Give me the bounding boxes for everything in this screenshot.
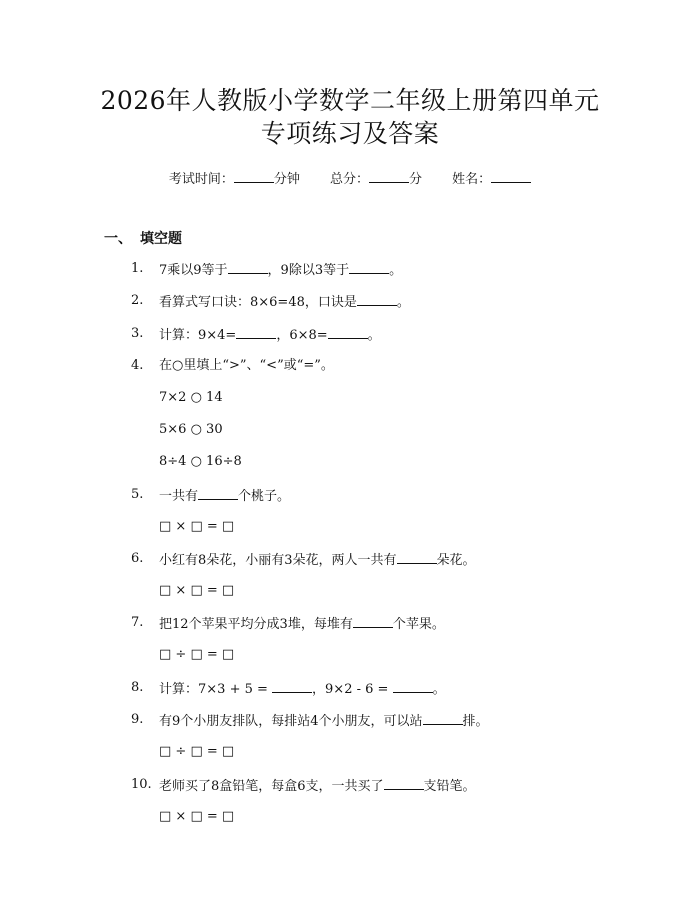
- question-text-part: 个苹果。: [392, 617, 445, 632]
- answer-blank[interactable]: [228, 260, 268, 274]
- question-text: [159, 614, 445, 634]
- question-text-part: 支铅笔。: [423, 779, 476, 794]
- question-text-part: 把12个苹果平均分成3堆，每堆有: [159, 617, 353, 632]
- answer-blank[interactable]: [272, 679, 312, 693]
- question-expression: □ ÷ □ = □: [159, 647, 235, 662]
- student-name-label: 姓名：: [452, 172, 492, 187]
- question-text-part: ，6×8=: [276, 328, 328, 343]
- question-text-part: 朵花。: [436, 553, 476, 568]
- student-name-blank[interactable]: [491, 169, 531, 183]
- question-number: 1.: [131, 261, 144, 276]
- question-text: 在○里填上“>”、“<”或“=”。: [159, 358, 334, 373]
- question-text-part: 计算：7×3 + 5 =: [159, 682, 273, 697]
- question-number: 2.: [131, 293, 144, 308]
- question-text-part: 排。: [462, 714, 489, 729]
- question-text: [159, 292, 410, 312]
- question-expression: □ × □ = □: [159, 583, 235, 598]
- question-text: [159, 776, 476, 796]
- question-text: [159, 711, 489, 731]
- total-score-blank[interactable]: [369, 169, 409, 183]
- exam-time-unit: 分钟: [273, 172, 300, 187]
- question-number: 10.: [131, 777, 152, 792]
- question-text: [159, 260, 402, 280]
- answer-blank[interactable]: [353, 614, 393, 628]
- student-name: [452, 172, 531, 187]
- exam-time-label: 考试时间：: [168, 172, 234, 187]
- question-text: [159, 679, 446, 699]
- answer-blank[interactable]: [198, 486, 238, 500]
- question-text-part: 看算式写口诀：8×6=48，口诀是: [159, 295, 357, 310]
- question-text-part: 有9个小朋友排队，每排站4个小朋友，可以站: [159, 714, 423, 729]
- question-number: 9.: [131, 712, 144, 727]
- section-number: 一、: [104, 231, 132, 247]
- question-expression: 8÷4 ○ 16÷8: [159, 454, 242, 469]
- question-expression: □ × □ = □: [159, 809, 235, 824]
- question-text-part: 。: [389, 263, 403, 278]
- question-text-part: ，9×2 - 6 =: [312, 682, 393, 697]
- question-text-part: 计算：9×4=: [159, 328, 237, 343]
- question-expression: 5×6 ○ 30: [159, 422, 223, 437]
- answer-blank[interactable]: [328, 325, 368, 339]
- question-expression: □ ÷ □ = □: [159, 744, 235, 759]
- question-number: 6.: [131, 551, 144, 566]
- answer-blank[interactable]: [397, 550, 437, 564]
- answer-blank[interactable]: [357, 292, 397, 306]
- question-text-part: 。: [367, 328, 381, 343]
- section-title: 填空题: [140, 231, 182, 247]
- answer-blank[interactable]: [393, 679, 433, 693]
- question-number: 4.: [131, 358, 144, 373]
- total-score-label: 总分：: [329, 172, 369, 187]
- answer-blank[interactable]: [384, 776, 424, 790]
- question-expression: □ × □ = □: [159, 519, 235, 534]
- answer-blank[interactable]: [236, 325, 276, 339]
- total-score-unit: 分: [409, 172, 423, 187]
- question-expression: 7×2 ○ 14: [159, 390, 223, 405]
- question-number: 3.: [131, 326, 144, 341]
- question-number: 7.: [131, 615, 144, 630]
- question-number: 5.: [131, 487, 144, 502]
- question-number: 8.: [131, 680, 144, 695]
- section-heading: [104, 230, 182, 248]
- question-text: [159, 325, 381, 345]
- question-text-part: 个桃子。: [238, 489, 291, 504]
- answer-blank[interactable]: [423, 711, 463, 725]
- question-text-part: 老师买了8盒铅笔，每盒6支，一共买了: [159, 779, 384, 794]
- page-title: 2026年人教版小学数学二年级上册第四单元: [100, 86, 600, 115]
- question-text: [159, 486, 290, 506]
- question-text-part: 。: [432, 682, 446, 697]
- question-text: [159, 550, 476, 570]
- question-text-part: 7乘以9等于: [159, 263, 228, 278]
- question-text-part: 小红有8朵花，小丽有3朵花，两人一共有: [159, 553, 397, 568]
- question-text-part: ，9除以3等于: [267, 263, 350, 278]
- exam-time: [169, 172, 300, 187]
- question-text-part: 一共有: [159, 489, 199, 504]
- page-subtitle: 专项练习及答案: [260, 119, 440, 148]
- question-text-part: 。: [396, 295, 410, 310]
- exam-time-blank[interactable]: [234, 169, 274, 183]
- total-score: [330, 172, 422, 187]
- answer-blank[interactable]: [349, 260, 389, 274]
- exam-info-line: [0, 169, 700, 189]
